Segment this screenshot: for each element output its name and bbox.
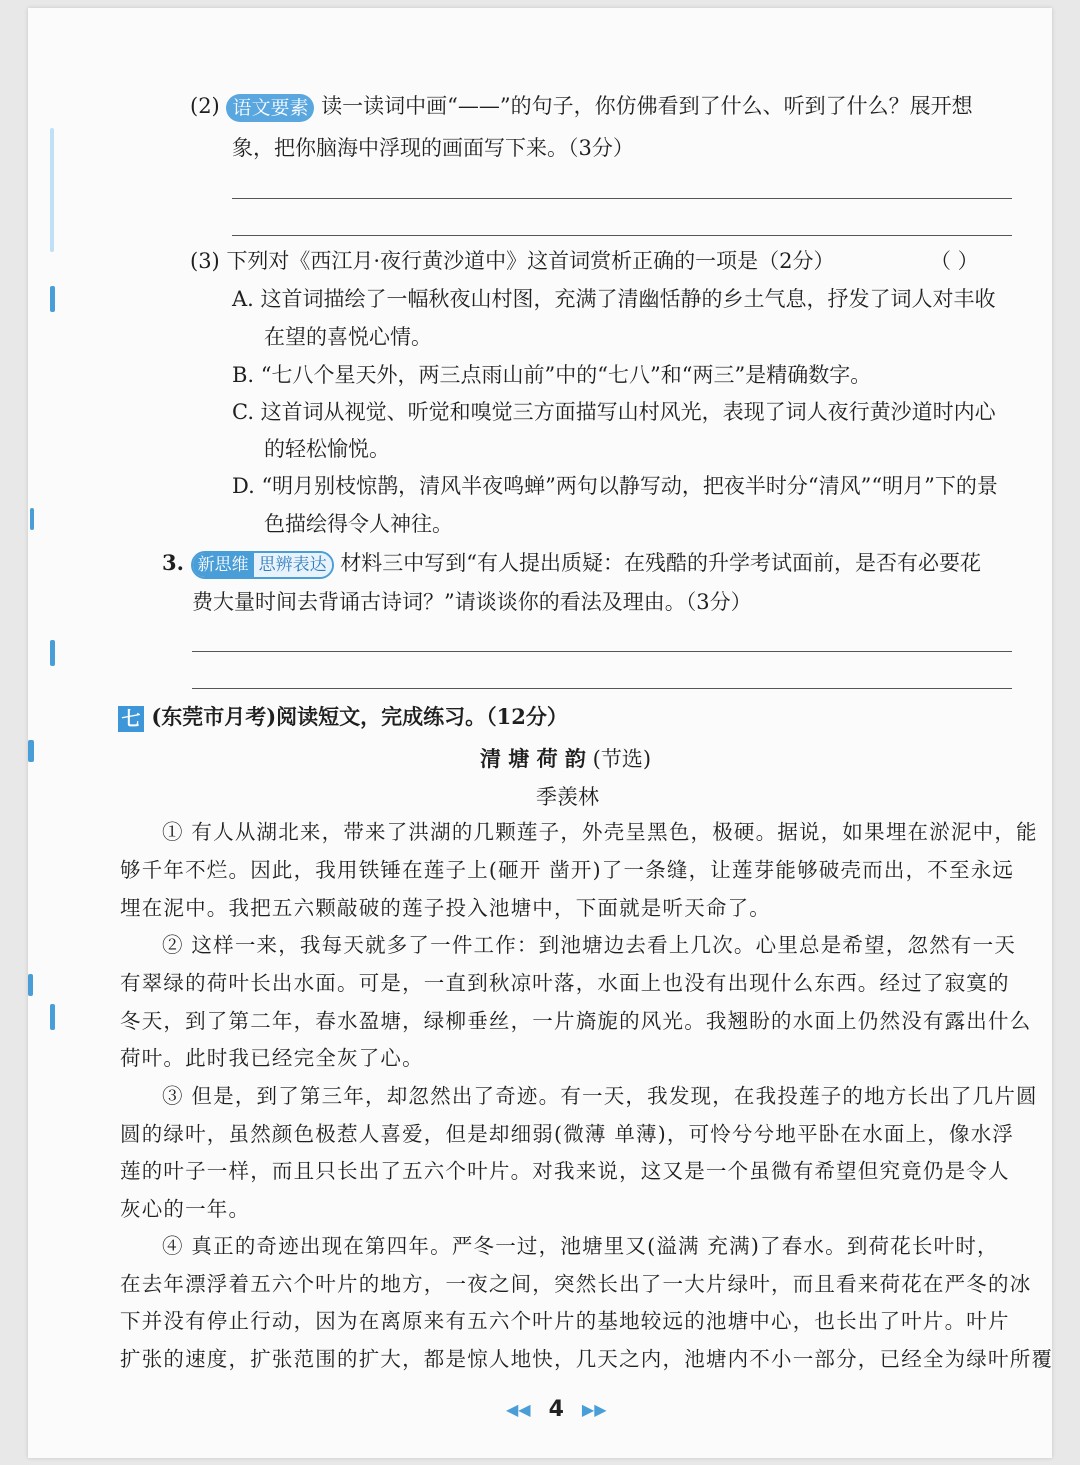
q3b-text-line2: 费大量时间去背诵古诗词？”请谈谈你的看法及理由。（3分）: [192, 590, 752, 614]
q3-option-b: B. “七八个星天外，两三点雨山前”中的“七八”和“两三”是精确数字。: [232, 363, 872, 387]
q3-option-c-line2: 的轻松愉悦。: [264, 437, 390, 461]
q2-number: (2): [190, 94, 220, 118]
edge-tab-mark: [30, 508, 34, 530]
answer-line: [192, 651, 1012, 652]
passage-line: 下并没有停止行动，因为在离原来有五六个叶片的基地较远的池塘中心，也长出了叶片。叶片: [120, 1309, 1010, 1333]
passage-line: 有翠绿的荷叶长出水面。可是，一直到秋凉叶落，水面上也没有出现什么东西。经过了寂寞的: [120, 971, 1010, 995]
q3-answer-paren: （ ）: [930, 249, 979, 273]
q3-option-d-line2: 色描绘得令人神往。: [264, 512, 453, 536]
next-page-icon: ▶▶: [581, 1399, 607, 1419]
passage-author: 季羡林: [536, 785, 599, 809]
q3b-text-line1: 材料三中写到“有人提出质疑：在残酷的升学考试面前，是否有必要花: [340, 551, 982, 575]
passage-title: 清 塘 荷 韵: [480, 746, 586, 771]
edge-tab-mark: [50, 640, 55, 666]
q2-text-line1: 读一读词中画“——”的句子，你仿佛看到了什么、听到了什么？展开想: [321, 94, 973, 118]
q3-option-a-line2: 在望的喜悦心情。: [264, 325, 432, 349]
q3-option-d-line1: D. “明月别枝惊鹊，清风半夜鸣蝉”两句以静写动，把夜半时分“清风”“明月”下的景: [232, 474, 998, 498]
passage-line: 扩张的速度，扩张范围的扩大，都是惊人地快，几天之内，池塘内不小一部分，已经全为绿叶所覆: [120, 1347, 1054, 1371]
passage-line: 冬天，到了第二年，春水盈塘，绿柳垂丝，一片旖旎的风光。我翘盼的水面上仍然没有露出什么: [120, 1009, 1032, 1033]
answer-line: [232, 235, 1012, 236]
q3-stem: 下列对《西江月·夜行黄沙道中》这首词赏析正确的一项是（2分）: [226, 249, 835, 273]
edge-tab-mark: [50, 1004, 55, 1030]
q2-tag-badge: 语文要素: [226, 94, 314, 122]
q2-text-line2: 象，把你脑海中浮现的画面写下来。（3分）: [232, 136, 634, 160]
passage-line: 埋在泥中。我把五六颗敲破的莲子投入池塘中，下面就是听天命了。: [120, 896, 771, 920]
passage-title-row: [480, 740, 651, 778]
passage-line: 莲的叶子一样，而且只长出了五六个叶片。对我来说，这又是一个虽微有希望但究竟仍是令人: [120, 1159, 1010, 1183]
edge-tab-mark: [50, 128, 54, 252]
passage-line: ① 有人从湖北来，带来了洪湖的几颗莲子，外壳呈黑色，极硬。据说，如果埋在淤泥中，能: [162, 820, 1038, 844]
q3-number: (3): [190, 249, 220, 273]
page-footer: [506, 1394, 607, 1424]
passage-line: ② 这样一来，我每天就多了一件工作：到池塘边去看上几次。心里总是希望，忽然有一天: [162, 933, 1017, 957]
edge-tab-mark: [28, 740, 34, 762]
passage-line: 够千年不烂。因此，我用铁锤在莲子上(砸开 凿开)了一条缝，让莲芽能够破壳而出，不至永远: [120, 858, 1015, 882]
passage-line: 圆的绿叶，虽然颜色极惹人喜爱，但是却细弱(微薄 单薄)，可怜兮兮地平卧在水面上，像水浮: [120, 1122, 1015, 1146]
passage-title-note: (节选): [592, 747, 652, 771]
q3b-tag-left: 新思维: [193, 553, 254, 577]
section7-number-badge: 七: [118, 706, 144, 732]
q3b-tag-badge: [191, 551, 334, 579]
prev-page-icon: ◀◀: [506, 1399, 531, 1419]
passage-line: 灰心的一年。: [120, 1197, 251, 1221]
edge-tab-mark: [28, 974, 33, 996]
answer-line: [232, 198, 1012, 199]
passage-line: 在去年漂浮着五六个叶片的地方，一夜之间，突然长出了一大片绿叶，而且看来荷花在严冬的冰: [120, 1272, 1032, 1296]
answer-line: [192, 688, 1012, 689]
q2-line1: [190, 87, 973, 125]
page-number: 4: [548, 1396, 564, 1422]
section7-heading-row: [118, 698, 568, 736]
passage-line: ④ 真正的奇迹出现在第四年。严冬一过，池塘里又(溢满 充满)了春水。到荷花长叶时，: [162, 1234, 999, 1258]
q3-option-c-line1: C. 这首词从视觉、听觉和嗅觉三方面描写山村风光，表现了词人夜行黄沙道时内心: [232, 400, 996, 424]
q3b-line1: [162, 544, 981, 582]
section7-heading: (东莞市月考)阅读短文，完成练习。（12分）: [151, 704, 568, 729]
q3-stem-line: [190, 242, 834, 280]
q3b-tag-right: 思辨表达: [254, 553, 332, 577]
q3b-number: 3.: [162, 550, 184, 575]
edge-tab-mark: [50, 286, 55, 312]
passage-line: 荷叶。此时我已经完全灰了心。: [120, 1046, 424, 1070]
passage-line: ③ 但是，到了第三年，却忽然出了奇迹。有一天，我发现，在我投莲子的地方长出了几片圆: [162, 1084, 1038, 1108]
q3-option-a-line1: A. 这首词描绘了一幅秋夜山村图，充满了清幽恬静的乡土气息，抒发了词人对丰收: [232, 287, 996, 311]
